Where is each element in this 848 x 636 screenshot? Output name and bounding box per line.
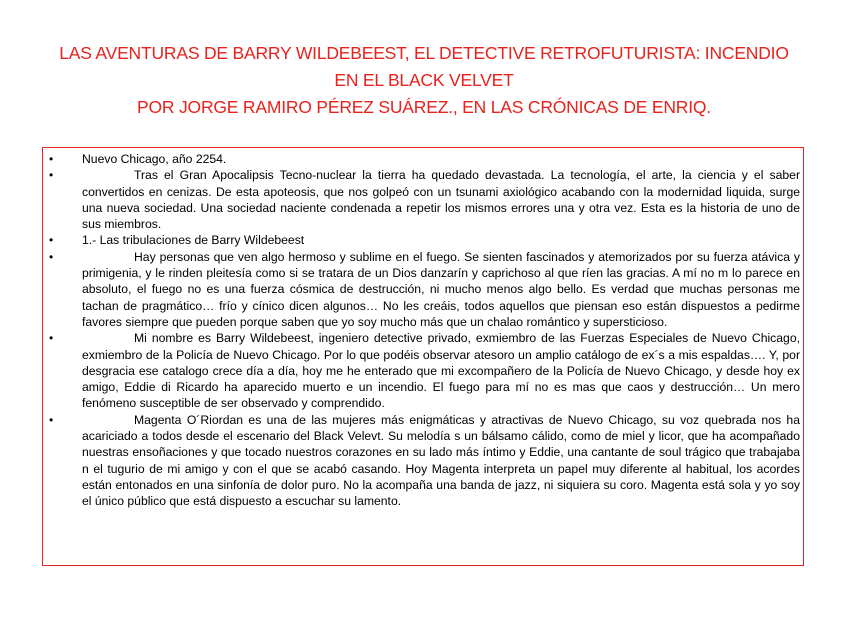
list-item [42, 232, 800, 248]
item-text: Tras el Gran Apocalipsis Tecno-nuclear la tierra ha quedado devastada. La tecnología, el arte, la ciencia y el saber convertidos en cenizas. De esta apoteosis, que nos golpeó con un tsunami axiológico acabando con la modernidad liquida, surge una nueva sociedad. Una sociedad naciente condenada a repetir los mismos errores una y otra vez. Esta es la historia de uno de sus miembros. [82, 168, 800, 232]
item-text: 1.- Las tribulaciones de Barry Wildebeest [82, 233, 305, 248]
list-item [42, 330, 800, 411]
bullet-icon: • [49, 331, 54, 346]
title-line-1: LAS AVENTURAS DE BARRY WILDEBEEST, EL DETECTIVE RETROFUTURISTA: INCENDIO [59, 43, 789, 63]
item-text: Mi nombre es Barry Wildebeest, ingeniero detective privado, exmiembro de las Fuerzas Especiales de Nuevo Chicago, exmiembro de la Policía de Nuevo Chicago. Por lo que podéis observar atesoro un amplio catálogo de ex´s a mis espaldas…. Y, por desgracia ese catalogo crece día a día, hoy me he enterado que mi excompañero de la Policía de Nuevo Chicago, y desde hoy ex amigo, Eddie di Ricardo ha aparecido muerto e un incendio. El fuego para mí no es mas que caos y destrucción… Un mero fenómeno susceptible de ser observado y comprendido. [82, 331, 800, 411]
bullet-icon: • [49, 412, 54, 427]
item-text: Nuevo Chicago, año 2254. [82, 152, 227, 166]
bullet-list [42, 151, 800, 510]
list-item [42, 412, 800, 510]
item-text: Magenta O´Riordan es una de las mujeres más enigmáticas y atractivas de Nuevo Chicago, su voz quebrada nos ha acariciado a todos desde el escenario del Black Velevt. Su melodía s un bálsamo cálido, como de miel y licor, que ha acompañado nuestras ensoñaciones y que tocado nuestros corazones en su lado más íntimo y Eddie, una cantante de soul trágico que trabajaba n el tugurio de mi amigo y con el que se acabó casando. Hoy Magenta interpreta un papel muy diferente al habitual, los acordes están entonados en una sinfonía de dolor puro. No la acompaña una banda de jazz, ni siquiera su coro. Magenta está sola y yo soy el único público que está dispuesto a escuchar su lamento. [82, 412, 800, 509]
bullet-icon: • [49, 152, 54, 166]
list-item [42, 249, 800, 330]
slide-title [40, 40, 808, 121]
list-item [42, 151, 800, 167]
bullet-icon: • [49, 249, 54, 264]
list-item [42, 167, 800, 232]
bullet-icon: • [49, 233, 54, 248]
title-line-2: EN EL BLACK VELVET [334, 70, 514, 90]
title-line-3: POR JORGE RAMIRO PÉREZ SUÁREZ., EN LAS CRÓNICAS DE ENRIQ. [137, 97, 711, 117]
bullet-icon: • [49, 168, 54, 183]
item-text: Hay personas que ven algo hermoso y sublime en el fuego. Se sienten fascinados y atemorizados por su fuerza atávica y primigenia, y le rinden pleitesía como si se tratara de un Dios danzarín y caprichoso al que ríen las gracias. A mí no m lo parece en absoluto, el fuego no es una fuerza cósmica de destrucción, ni mucho menos algo bello. Es verdad que muchas personas me tachan de pragmático… frío y cínico dicen algunos… No les creáis, todos aquellos que piensan eso están dispuestos a pedirme favores siempre que pueden porque saben que yo soy mucho más que un chalao romántico y supersticioso. [82, 249, 800, 329]
